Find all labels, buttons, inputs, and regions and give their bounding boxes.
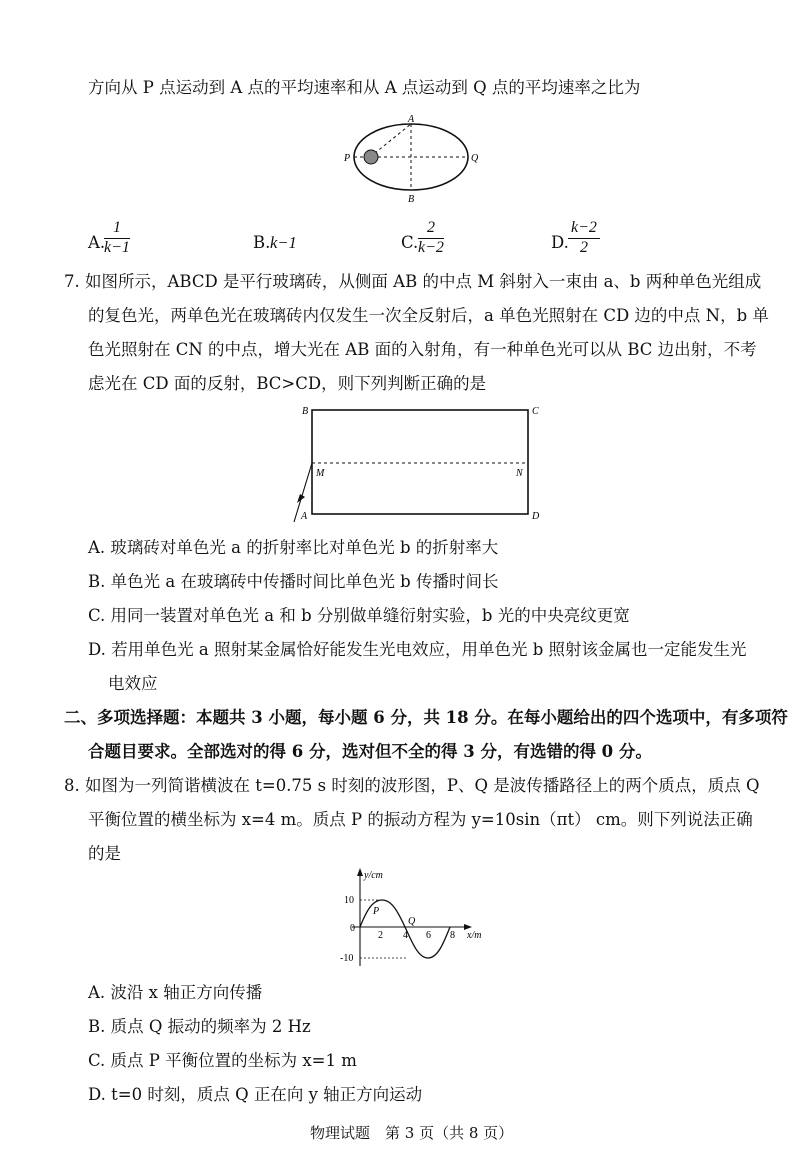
q7-stem-line-1: 7. 如图所示，ABCD 是平行玻璃砖，从侧面 AB 的中点 M 斜射入一束由 a、b 两种单色光组成 (64, 272, 762, 291)
q6-planet-icon (364, 150, 378, 164)
q6-option-b-label: B. (253, 233, 271, 252)
q6-option-c-fraction (418, 220, 444, 257)
q6-option-d-label: D. (551, 233, 569, 252)
q8-stem-line-3: 的是 (88, 844, 121, 863)
q8-x-tick-2: 2 (378, 930, 383, 941)
q8-y-axis-arrow-icon (357, 868, 363, 876)
q6-option-c-label: C. (401, 233, 419, 252)
q7-option-d-cont: 电效应 (108, 674, 158, 693)
q6-option-c-num: 2 (418, 220, 444, 239)
q6-option-d-den: 2 (579, 238, 588, 256)
q8-stem-line-1: 8. 如图为一列简谐横波在 t=0.75 s 时刻的波形图，P、Q 是波传播路径上的两个质点，质点 Q (64, 776, 760, 795)
q8-y-tick-10: 10 (344, 895, 354, 906)
q6-label-P: P (344, 153, 351, 164)
q7-ray-arrow-icon (297, 494, 305, 503)
q7-label-N: N (516, 468, 523, 479)
q6-stem-tail: 方向从 P 点运动到 A 点的平均速率和从 A 点运动到 Q 点的平均速率之比为 (88, 78, 641, 97)
q7-stem-line-2: 的复色光，两单色光在玻璃砖内仅发生一次全反射后，a 单色光照射在 CD 边的中点 N，b 单 (88, 306, 769, 325)
q7-stem-line-3: 色光照射在 CN 的中点，增大光在 AB 面的入射角，有一种单色光可以从 BC 边出射，不考 (88, 340, 757, 359)
q6-option-a-label: A. (88, 233, 106, 252)
q8-x-tick-6: 6 (426, 930, 431, 941)
q7-label-M: M (316, 468, 325, 479)
q6-option-d-fraction (568, 220, 600, 257)
q7-label-B: B (302, 406, 309, 417)
q8-y-axis-label: y/cm (364, 870, 383, 881)
q7-glass-brick-diagram (282, 402, 542, 522)
q7-option-a: A. 玻璃砖对单色光 a 的折射率比对单色光 b 的折射率大 (88, 538, 499, 557)
q6-label-A: A (408, 114, 415, 125)
q8-x-tick-4: 4 (403, 930, 408, 941)
q7-label-A: A (301, 511, 308, 522)
q7-stem-line-4: 虑光在 CD 面的反射，BC>CD，则下列判断正确的是 (88, 374, 487, 393)
q6-orbit-diagram (340, 110, 500, 210)
q6-option-a-den: k−1 (104, 238, 130, 256)
q7-option-d: D. 若用单色光 a 照射某金属恰好能发生光电效应，用单色光 b 照射该金属也一定能发生光 (88, 640, 747, 659)
q8-option-b: B. 质点 Q 振动的频率为 2 Hz (88, 1017, 311, 1036)
q7-label-C: C (532, 406, 539, 417)
q6-label-B: B (408, 194, 415, 205)
q7-option-b: B. 单色光 a 在玻璃砖中传播时间比单色光 b 传播时间长 (88, 572, 499, 591)
q8-option-a: A. 波沿 x 轴正方向传播 (88, 983, 263, 1002)
q8-y-tick-neg10: -10 (340, 953, 354, 964)
q8-x-tick-8: 8 (450, 930, 455, 941)
q6-label-Q: Q (471, 153, 479, 164)
q8-option-c: C. 质点 P 平衡位置的坐标为 x=1 m (88, 1051, 357, 1070)
page-footer: 物理试题 第 3 页（共 8 页） (310, 1124, 514, 1142)
q6-option-c-den: k−2 (418, 238, 444, 256)
q8-wave-graph (330, 866, 490, 976)
q8-stem-line-2: 平衡位置的横坐标为 x=4 m。质点 P 的振动方程为 y=10sin（πt） cm。则下列说法正确 (88, 810, 753, 829)
q8-y-tick-0: 0 (350, 923, 355, 934)
section-2-heading-line-1: 二、多项选择题：本题共 3 小题，每小题 6 分，共 18 分。在每小题给出的四个选项中，有多项符 (64, 708, 788, 727)
q7-label-D: D (532, 511, 540, 522)
q8-option-d: D. t=0 时刻，质点 Q 正在向 y 轴正方向运动 (88, 1085, 423, 1104)
q8-point-P-label: P (373, 906, 380, 917)
section-2-heading-line-2: 合题目要求。全部选对的得 6 分，选对但不全的得 3 分，有选错的得 0 分。 (88, 742, 652, 761)
q6-option-a-num: 1 (104, 220, 130, 239)
q8-point-Q-label: Q (408, 916, 416, 927)
q6-option-b-text: k−1 (270, 233, 297, 252)
q7-option-c: C. 用同一装置对单色光 a 和 b 分别做单缝衍射实验，b 光的中央亮纹更宽 (88, 606, 630, 625)
q6-option-d-num: k−2 (568, 220, 600, 239)
q8-x-axis-label: x/m (467, 930, 482, 941)
q6-option-a-fraction (104, 220, 130, 257)
